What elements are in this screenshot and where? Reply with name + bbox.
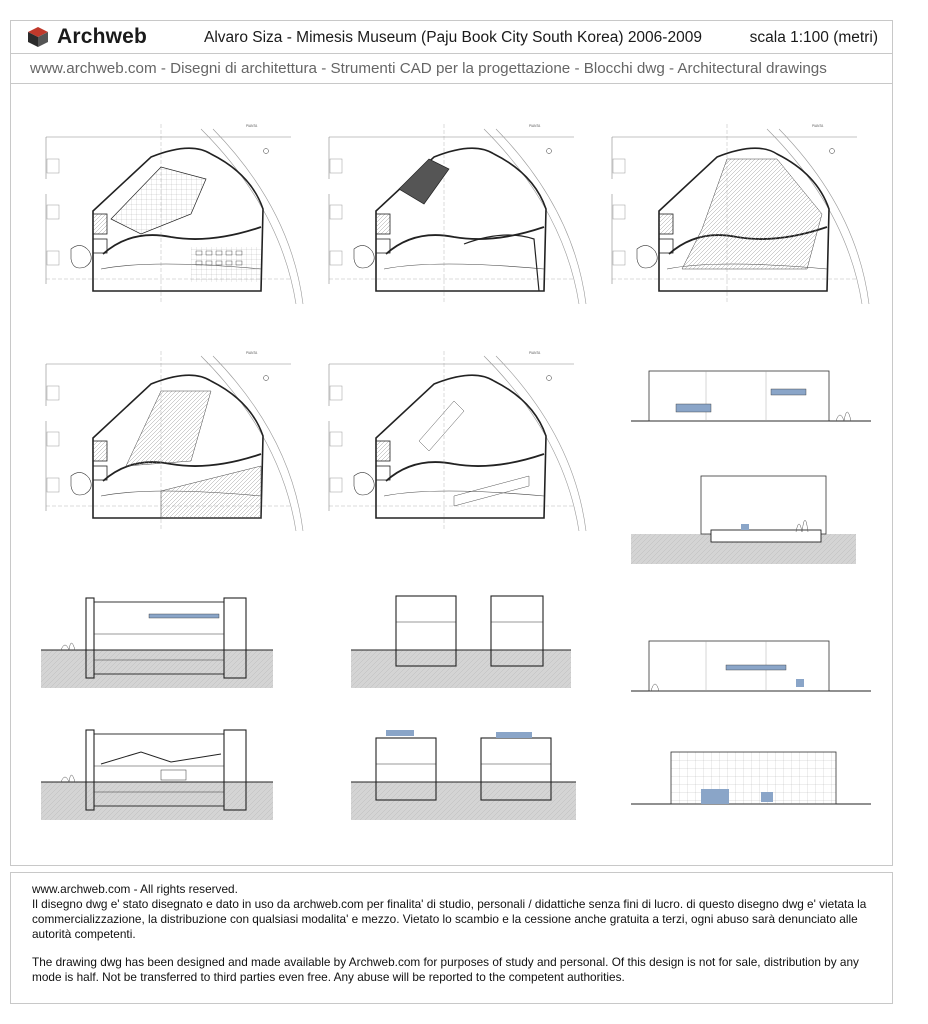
roof-plan [329,351,586,531]
section-d [351,730,576,820]
header-title-row [11,21,892,54]
site-subtitle: www.archweb.com - Disegni di architettura - Strumenti CAD per la progettazione - Blocchi dwg - Architectural drawings [30,60,827,77]
ground-floor-plan [46,124,303,304]
west-elevation [631,371,871,421]
section-c [41,730,273,820]
english-disclaimer: The drawing dwg has been designed and made available by Archweb.com for purposes of study and personal. Of this design is not for sale, distribution by any mode is half. Not be transferred to third parties even free. Any abuse will be reported to the competent authorities. [32,955,859,984]
project-title: Alvaro Siza - Mimesis Museum (Paju Book City South Korea) 2006-2009 [204,29,702,46]
cube-icon [27,26,49,48]
drawings-canvas: PIANTA [11,84,892,864]
archweb-logo[interactable] [27,26,147,48]
north-elevation [631,752,871,804]
italian-disclaimer: Il disegno dwg e' stato disegnato e dato in uso da archweb.com per finalita' di studio, personali / didattiche senza fini di lucro. di questo disegno dwg e' vietata la commercializzazione, la distribuzione con qualsiasi modalita' e mezzo. Vietato lo scambio e la cessione anche gratuita a terzi, ogni abuso sarà denunciato alle autorità competenti. [32,897,867,941]
east-elevation [631,641,871,691]
third-floor-plan [46,351,303,531]
brand-name: Archweb [57,25,148,48]
rights-notice: www.archweb.com - All rights reserved. [32,882,238,896]
section-a [41,598,273,688]
sheet-header [10,20,893,84]
drawing-sheet [10,84,893,866]
first-floor-plan [329,124,586,304]
drawing-scale: scala 1:100 (metri) [749,29,878,46]
section-b [351,596,571,688]
second-floor-plan [612,124,869,304]
sheet-footer [10,872,893,1004]
south-elevation [631,476,856,564]
